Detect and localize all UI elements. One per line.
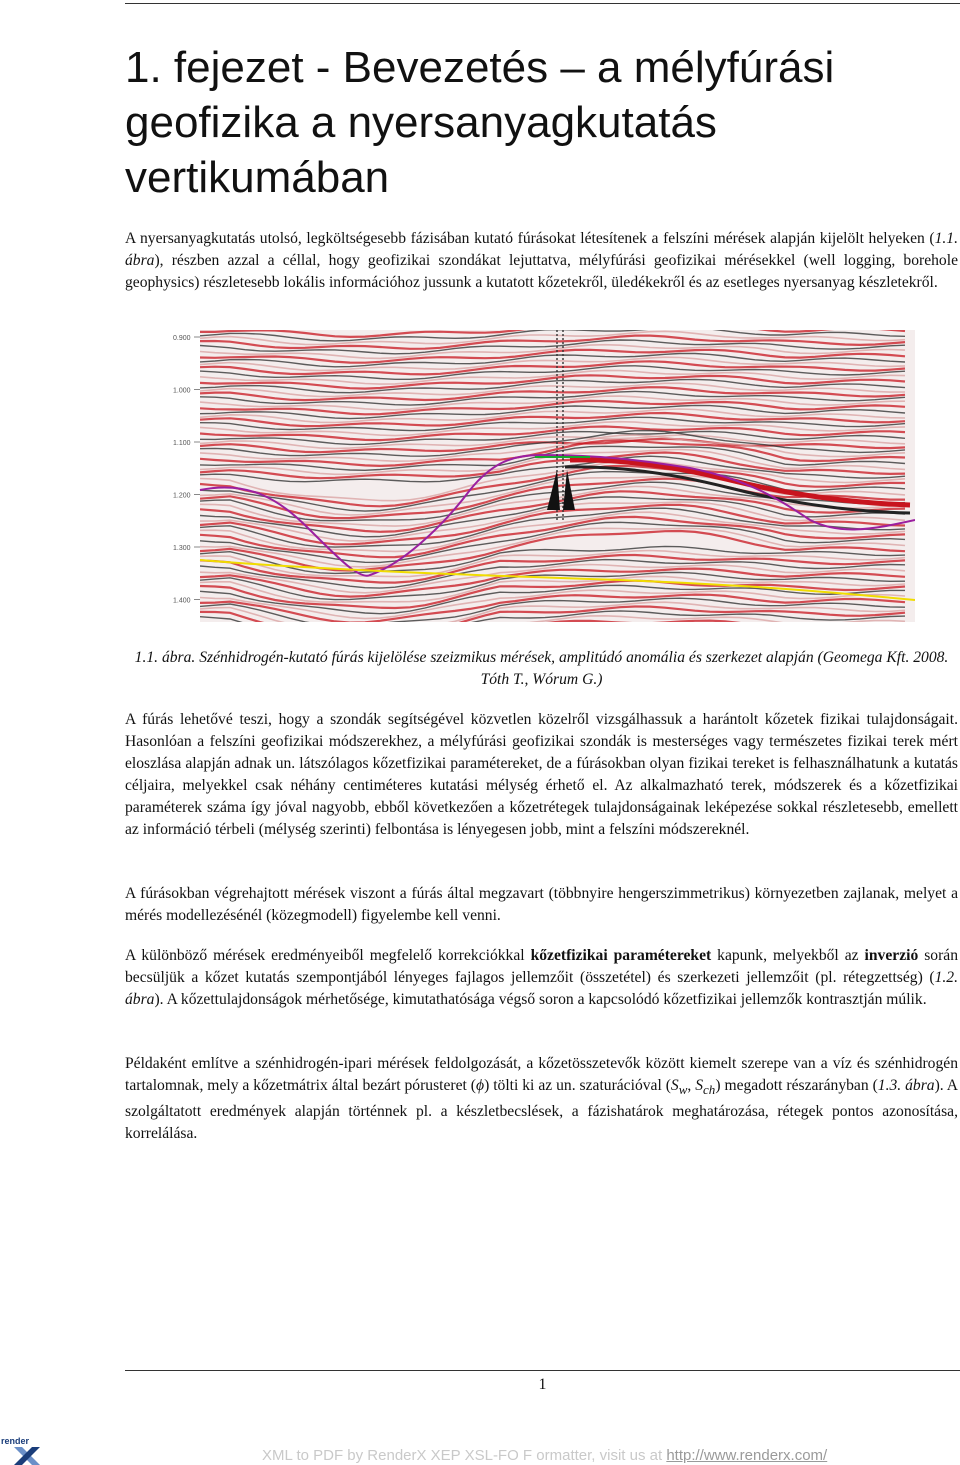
saturation-symbol-w: $S_w$ (670, 1077, 688, 1098)
time-tick-label: 1.400 (173, 597, 191, 605)
footer-text: XML to PDF by RenderX XEP XSL-FO F ormatter, visit us at (262, 1447, 667, 1464)
p4-bold-inversion: inverzió (864, 947, 919, 964)
p4-text-c: kapunk, melyekből az (711, 947, 865, 964)
time-tick-label: 1.300 (173, 545, 191, 552)
p5-text-c: ) megadott részarányban ( (715, 1077, 878, 1094)
figure-ref-1-1[interactable]: 1.1. ábra (125, 230, 958, 269)
paragraph-disturbed-environment: A fúrásokban végrehajtott mérések viszont a fúrás által megzavart (többnyire hengerszimmetrikus) környezetben zajlanak, melyet a mérés modellezésénél (közegmodell) figyelembe kell venni. (125, 885, 958, 924)
time-tick-label: 0.900 (173, 335, 191, 342)
p4-text-d: során becsüljük a kőzet kutatás szempontjából lényeges fajlagos jellemzőit (összetétel) és szerkezeti jellemzőit (pl. rétegzettség) ( (125, 947, 958, 986)
header-rule (125, 3, 960, 4)
figure-ref-1-3[interactable]: 1.3. ábra (877, 1077, 935, 1094)
p1-text-b: ), részben azzal a céllal, hogy geofizikai szondákat lejuttatva, mélyfúrási geofizikai mérésekkel (well logging, borehole geophysics) részletesebb lokális információhoz jussunk a kutatott kőzetekről, üledékekről és az esetleges nyersanyag készletekről. (125, 252, 958, 291)
seismic-section-figure (170, 330, 915, 622)
p5-text-d: ). A szolgáltatott eredmények alapján történnek pl. a készletbecslések, a fázishatárok meghatározása, rétegek pontos azonosítása, korrelálása. (125, 1077, 959, 1143)
p4-text-a: A különböző mérések eredményeiből megfelelő korrekciókkal (125, 947, 531, 964)
time-tick-label: 1.100 (173, 440, 191, 447)
seismic-image (170, 330, 915, 622)
paragraph-inversion (125, 945, 958, 1011)
p5-comma: , (687, 1077, 696, 1094)
paragraph-borehole-methods: A fúrás lehetővé teszi, hogy a szondák segítségével közvetlen közelről vizsgálhassuk a harántolt kőzetek fizikai tulajdonságait. Hasonlóan a felszíni geofizikai módszerekhez, a mélyfúrási geofizikai szondák is mesterséges vagy természetes fizikai terek mért eloszlása alapján adnak un. látszólagos kőzetfizikai paramétereket, de a fúrásokban olyan fizikai tereket is felhasználhatunk a kutatás céljaira, melyekkel csak néhány centiméteres kutatási mélység érhető el. Az alkalmazható terek, módszerek és a kőzetfizikai paraméterek száma így jóval nagyobb, ebből következően a kőzetrétegek tulajdonságainak leképezése sokkal részletesebb, emellett az információ térbeli (mélység szerinti) felbontása is lényegesen jobb, mint a felszíni módszereknél. (125, 711, 958, 838)
time-tick-label: 1.000 (173, 387, 191, 395)
page-number: 1 (538, 1376, 547, 1393)
p4-bold-parameters: kőzetfizikai paramétereket (530, 947, 712, 964)
time-tick-label: 1.200 (173, 492, 191, 500)
chapter-title: 1. fejezet - Bevezetés – a mélyfúrási geofizika a nyersanyagkutatás vertikumában (125, 43, 835, 202)
svg-text:render: render (1, 1436, 30, 1446)
p4-text-e: ). A kőzettulajdonságok mérhetősége, kimutathatósága végső soron a kapcsolódó kőzetfizikai jellemzők kontrasztján múlik. (154, 991, 927, 1008)
footer-credit (262, 1447, 827, 1464)
figure-ref-1-2[interactable]: 1.2. ábra (125, 969, 958, 1008)
p5-text-b: ) tölti ki az un. szaturációval ( (484, 1077, 671, 1094)
p5-text-a: Példaként említve a szénhidrogén-ipari mérések feldolgozását, a kőzetösszetevők között kiemelt szerepe van a víz és szénhidrogén tartalomnak, mely a kőzetmátrix által bezárt pórusteret ( (125, 1055, 958, 1094)
paragraph-saturation (125, 1053, 958, 1145)
renderx-logo (0, 1432, 40, 1465)
paragraph-intro (125, 228, 958, 294)
figure-caption: 1.1. ábra. Szénhidrogén-kutató fúrás kijelölése szeizmikus mérések, amplitúdó anomália és szerkezet alapján (Geomega Kft. 2008. Tóth T., Wórum G.) (134, 649, 949, 688)
porosity-symbol: ϕ (475, 1077, 485, 1094)
footer-link[interactable]: http://www.renderx.com/ (666, 1447, 828, 1464)
footer-rule (125, 1370, 960, 1371)
p1-text-a: A nyersanyagkutatás utolsó, legköltségesebb fázisában kutató fúrásokat létesítenek a felszíni mérések alapján kijelölt helyeken ( (125, 230, 935, 247)
saturation-symbol-ch: $S_{ch}$ (695, 1077, 716, 1098)
